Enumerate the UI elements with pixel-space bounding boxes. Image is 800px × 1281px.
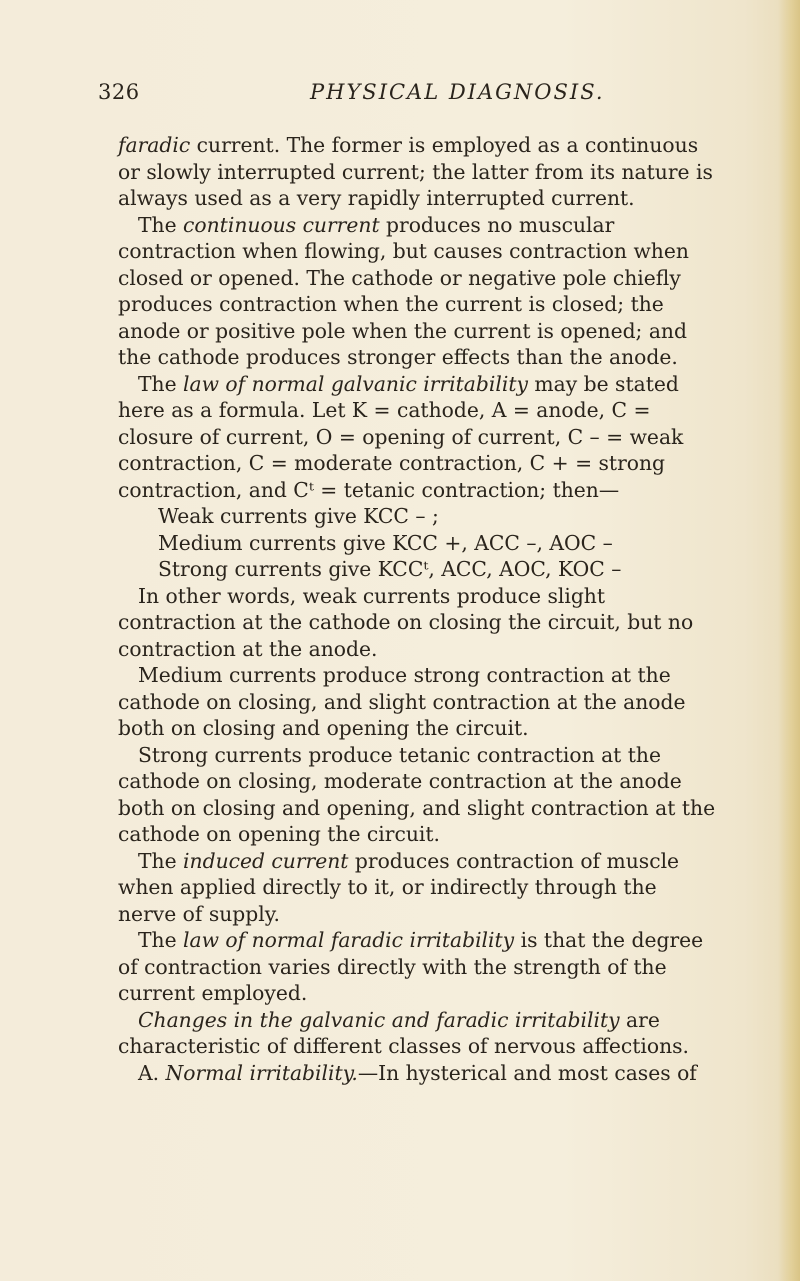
paragraph: The induced current produces contraction of muscle when applied directly to it, or indirectly through the nerve of supply. [118, 848, 680, 926]
paragraph: Changes in the galvanic and faradic irritability are characteristic of different classes of nervous affections. [118, 1007, 689, 1058]
paragraph: Strong currents produce tetanic contraction at the cathode on closing, moderate contraction at the anode both on closing and opening, and slight contraction at the cathode on opening the circuit. [118, 742, 716, 846]
page-edge-shadow [778, 0, 800, 1281]
body-text [118, 132, 718, 1086]
paragraph: A. Normal irritability.—In hysterical and most cases of [138, 1060, 697, 1085]
page-number: 326 [98, 80, 140, 104]
formula-line-medium: Medium currents give KCC +, ACC –, AOC – [158, 530, 613, 555]
paragraph: In other words, weak currents produce slight contraction at the cathode on closing the circuit, but no contraction at the anode. [118, 583, 694, 661]
formula-line-weak: Weak currents give KCC – ; [158, 504, 439, 528]
page-header [98, 80, 738, 114]
running-title: PHYSICAL DIAGNOSIS. [310, 80, 605, 104]
paragraph: The continuous current produces no muscular contraction when flowing, but causes contraction when closed or opened. The cathode or negative pole chiefly produces contraction when the current is closed; the anode or positive pole when the current is opened; and the cathode produces stronger effects than the anode. [118, 212, 689, 369]
formula-line-strong: Strong currents give KCCᵗ, ACC, AOC, KOC – [158, 557, 622, 581]
paragraph: faradic current. The former is employed as a continuous or slowly interrupted current; the latter from its nature is always used as a very rapidly interrupted current. [118, 133, 713, 210]
paragraph: Medium currents produce strong contraction at the cathode on closing, and slight contraction at the anode both on closing and opening the circuit. [118, 663, 686, 740]
paragraph: The law of normal galvanic irritability may be stated here as a formula. Let K = cathode, A = anode, C = closure of current, O = opening of current, C – = weak contraction, C = moderate contraction, C + = strong contraction, and Cᵗ = tetanic contraction; then— [118, 371, 684, 502]
paragraph: The law of normal faradic irritability is that the degree of contraction varies directly with the strength of the current employed. [118, 928, 704, 1005]
